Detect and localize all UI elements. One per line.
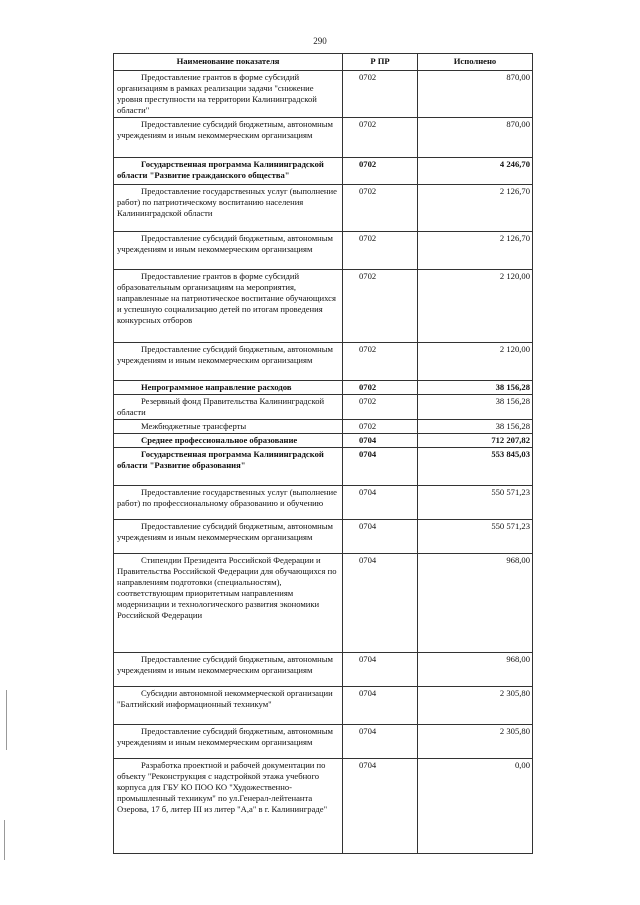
row-code-cell: 0702 bbox=[343, 420, 418, 434]
row-value-cell: 4 246,70 bbox=[418, 158, 533, 185]
row-name-cell: Предоставление субсидий бюджетным, автономным учреждениям и иным некоммерческим организациям bbox=[114, 118, 343, 158]
header-code: Р ПР bbox=[343, 54, 418, 71]
row-value-cell: 712 207,82 bbox=[418, 434, 533, 448]
table-row bbox=[114, 448, 533, 486]
row-value-cell: 2 126,70 bbox=[418, 232, 533, 270]
row-name-cell: Предоставление государственных услуг (выполнение работ) по патриотическому воспитанию населения Калининградской области bbox=[114, 185, 343, 232]
table-row bbox=[114, 158, 533, 185]
table-row bbox=[114, 232, 533, 270]
table-row bbox=[114, 420, 533, 434]
row-name-cell: Стипендии Президента Российской Федерации и Правительства Российской Федерации для обучающихся по направлениям подготовки (специальностям), соответствующим приоритетным направлениям модернизации и технологического развития экономики Российской Федерации bbox=[114, 554, 343, 653]
row-name-cell: Предоставление субсидий бюджетным, автономным учреждениям и иным некоммерческим организациям bbox=[114, 232, 343, 270]
row-value-cell: 553 845,03 bbox=[418, 448, 533, 486]
row-value-cell: 870,00 bbox=[418, 71, 533, 118]
row-name-cell: Предоставление грантов в форме субсидий образовательным организациям на мероприятия, направленные на патриотическое воспитание обучающихся и успешную социализацию детей по итогам проведения конкурсных отборов bbox=[114, 270, 343, 343]
row-name-cell: Предоставление субсидий бюджетным, автономным учреждениям и иным некоммерческим организациям bbox=[114, 725, 343, 759]
row-name-cell: Разработка проектной и рабочей документации по объекту "Реконструкция с надстройкой этажа учебного корпуса для ГБУ КО ПОО КО "Художественно-промышленный техникум" по ул.Генерал-лейтенанта Озерова, 17 б, литер III из литер "А,а" в г. Калининграде" bbox=[114, 759, 343, 854]
row-value-cell: 0,00 bbox=[418, 759, 533, 854]
table-body bbox=[114, 71, 533, 854]
row-name-cell: Предоставление государственных услуг (выполнение работ) по профессиональному образованию и обучению bbox=[114, 486, 343, 520]
row-name-cell: Предоставление субсидий бюджетным, автономным учреждениям и иным некоммерческим организациям bbox=[114, 653, 343, 687]
table-row bbox=[114, 725, 533, 759]
row-code-cell: 0702 bbox=[343, 158, 418, 185]
table-row bbox=[114, 381, 533, 395]
row-code-cell: 0704 bbox=[343, 448, 418, 486]
row-code-cell: 0702 bbox=[343, 71, 418, 118]
row-name-cell: Государственная программа Калининградской области "Развитие образования" bbox=[114, 448, 343, 486]
row-code-cell: 0702 bbox=[343, 343, 418, 381]
table-row bbox=[114, 554, 533, 653]
table-row bbox=[114, 185, 533, 232]
row-name-cell: Субсидии автономной некоммерческой организации "Балтийский информационный техникум" bbox=[114, 687, 343, 725]
row-code-cell: 0704 bbox=[343, 725, 418, 759]
table-row bbox=[114, 118, 533, 158]
row-code-cell: 0704 bbox=[343, 687, 418, 725]
table-header-row bbox=[114, 54, 533, 71]
table-row bbox=[114, 687, 533, 725]
header-name: Наименование показателя bbox=[114, 54, 343, 71]
row-value-cell: 2 126,70 bbox=[418, 185, 533, 232]
table-row bbox=[114, 486, 533, 520]
row-code-cell: 0704 bbox=[343, 653, 418, 687]
row-code-cell: 0702 bbox=[343, 232, 418, 270]
row-value-cell: 38 156,28 bbox=[418, 395, 533, 420]
row-value-cell: 968,00 bbox=[418, 554, 533, 653]
scan-edge-mark bbox=[4, 820, 5, 860]
row-name-cell: Государственная программа Калининградской области "Развитие гражданского общества" bbox=[114, 158, 343, 185]
row-code-cell: 0702 bbox=[343, 270, 418, 343]
row-code-cell: 0702 bbox=[343, 395, 418, 420]
expenditure-table bbox=[113, 53, 533, 854]
row-name-cell: Предоставление грантов в форме субсидий организациям в рамках реализации задачи "снижение уровня преступности на территории Калининградской области" bbox=[114, 71, 343, 118]
row-name-cell: Среднее профессиональное образование bbox=[114, 434, 343, 448]
row-code-cell: 0702 bbox=[343, 118, 418, 158]
table-row bbox=[114, 270, 533, 343]
row-code-cell: 0704 bbox=[343, 554, 418, 653]
row-value-cell: 2 120,00 bbox=[418, 343, 533, 381]
row-code-cell: 0704 bbox=[343, 434, 418, 448]
row-value-cell: 38 156,28 bbox=[418, 420, 533, 434]
row-value-cell: 38 156,28 bbox=[418, 381, 533, 395]
table-row bbox=[114, 759, 533, 854]
table-row bbox=[114, 520, 533, 554]
row-value-cell: 2 120,00 bbox=[418, 270, 533, 343]
row-value-cell: 870,00 bbox=[418, 118, 533, 158]
scan-edge-mark bbox=[6, 690, 7, 750]
row-name-cell: Предоставление субсидий бюджетным, автономным учреждениям и иным некоммерческим организациям bbox=[114, 343, 343, 381]
page-number: 290 bbox=[313, 36, 327, 46]
row-name-cell: Предоставление субсидий бюджетным, автономным учреждениям и иным некоммерческим организациям bbox=[114, 520, 343, 554]
header-value: Исполнено bbox=[418, 54, 533, 71]
row-code-cell: 0704 bbox=[343, 759, 418, 854]
row-value-cell: 968,00 bbox=[418, 653, 533, 687]
row-value-cell: 2 305,80 bbox=[418, 687, 533, 725]
row-code-cell: 0704 bbox=[343, 520, 418, 554]
table-row bbox=[114, 71, 533, 118]
table-row bbox=[114, 434, 533, 448]
row-value-cell: 550 571,23 bbox=[418, 486, 533, 520]
row-value-cell: 550 571,23 bbox=[418, 520, 533, 554]
row-code-cell: 0704 bbox=[343, 486, 418, 520]
table-row bbox=[114, 653, 533, 687]
row-value-cell: 2 305,80 bbox=[418, 725, 533, 759]
table-row bbox=[114, 343, 533, 381]
row-name-cell: Непрограммное направление расходов bbox=[114, 381, 343, 395]
row-name-cell: Межбюджетные трансферты bbox=[114, 420, 343, 434]
row-code-cell: 0702 bbox=[343, 185, 418, 232]
row-code-cell: 0702 bbox=[343, 381, 418, 395]
row-name-cell: Резервный фонд Правительства Калининградской области bbox=[114, 395, 343, 420]
table-row bbox=[114, 395, 533, 420]
